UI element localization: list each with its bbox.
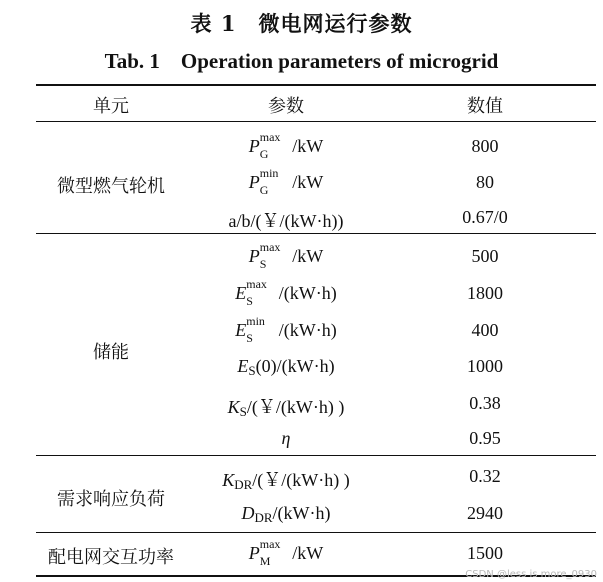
param-subscript: S: [248, 363, 256, 378]
param-subscript: G: [259, 147, 269, 161]
table-title-english: Tab. 1 Operation parameters of microgrid: [104, 49, 499, 73]
top-rule: [36, 84, 596, 86]
value-psmax: 500: [471, 246, 499, 266]
param-unit: /(￥/(kW·h) ): [246, 397, 345, 417]
param-ab: a/b/(￥/(kW·h)): [228, 211, 344, 231]
param-symbol: P: [248, 172, 260, 192]
value-pgmin: 80: [476, 172, 494, 192]
param-unit: (0)/(kW·h): [255, 356, 335, 376]
param-symbol: K: [227, 397, 240, 417]
param-unit: /kW: [287, 246, 324, 266]
param-psmax: [186, 240, 386, 271]
param-symbol: E: [235, 320, 247, 340]
param-unit: /kW: [287, 543, 324, 563]
param-symbol: D: [241, 503, 255, 523]
group-name-demand-response: 需求响应负荷: [57, 489, 165, 510]
group-rule-2: [36, 455, 596, 456]
param-unit: /(￥/(kW·h) ): [252, 470, 350, 490]
group-rule-3: [36, 532, 596, 533]
param-unit: /(kW·h): [274, 283, 337, 303]
value-ddr: 2940: [467, 503, 503, 523]
param-symbol: K: [222, 470, 235, 490]
value-esmax: 1800: [467, 283, 503, 303]
value-eta: 0.95: [469, 428, 501, 448]
param-esmin: [186, 314, 386, 345]
param-superscript: max: [246, 277, 267, 291]
param-subscript: S: [246, 331, 253, 345]
value-ks: 0.38: [469, 393, 501, 413]
param-symbol: E: [235, 283, 247, 303]
value-es0: 1000: [467, 356, 503, 376]
group-name-storage: 储能: [93, 342, 129, 363]
param-symbol: P: [248, 543, 260, 563]
value-ab: 0.67/0: [462, 207, 508, 227]
param-es0: [186, 356, 386, 379]
value-pmmax: 1500: [467, 543, 503, 563]
param-symbol: η: [281, 428, 291, 448]
param-superscript: max: [259, 537, 281, 551]
param-unit: /(kW·h): [274, 320, 337, 340]
param-subscript: DR: [254, 510, 273, 525]
param-ks: [186, 393, 386, 420]
value-esmin: 400: [471, 320, 499, 340]
param-ddr: [186, 503, 386, 526]
table-title-chinese: 表 1 微电网运行参数: [190, 11, 413, 36]
param-unit: /(kW·h): [272, 503, 331, 523]
param-unit: /kW: [287, 172, 324, 192]
param-eta: [186, 428, 386, 449]
param-unit: /kW: [287, 136, 324, 156]
param-pgmin: [186, 166, 386, 197]
group-name-grid-exchange: 配电网交互功率: [48, 547, 174, 568]
param-kdr: [186, 466, 386, 493]
header-value: 数值: [467, 96, 503, 117]
value-kdr: 0.32: [469, 466, 501, 486]
param-superscript: min: [246, 314, 265, 328]
param-pgmax: [186, 130, 386, 161]
header-rule: [36, 121, 596, 122]
param-symbol: P: [248, 246, 260, 266]
param-subscript: S: [239, 404, 247, 419]
value-pgmax: 800: [471, 136, 499, 156]
header-unit: 单元: [93, 96, 129, 117]
param-superscript: max: [259, 240, 281, 254]
param-subscript: DR: [234, 477, 253, 492]
param-superscript: min: [259, 166, 279, 180]
param-subscript: S: [259, 257, 267, 271]
param-subscript: M: [259, 554, 271, 568]
header-param: 参数: [268, 96, 304, 117]
param-symbol: E: [237, 356, 249, 376]
watermark: CSDN @less is more_0930: [465, 569, 597, 580]
param-subscript: G: [259, 183, 269, 197]
param-pmmax: [186, 537, 386, 568]
param-symbol: P: [248, 136, 260, 156]
param-superscript: max: [259, 130, 281, 144]
group-rule-1: [36, 233, 596, 234]
param-esmax: [186, 277, 386, 308]
group-name-microturbine: 微型燃气轮机: [57, 176, 165, 197]
param-subscript: S: [246, 294, 253, 308]
